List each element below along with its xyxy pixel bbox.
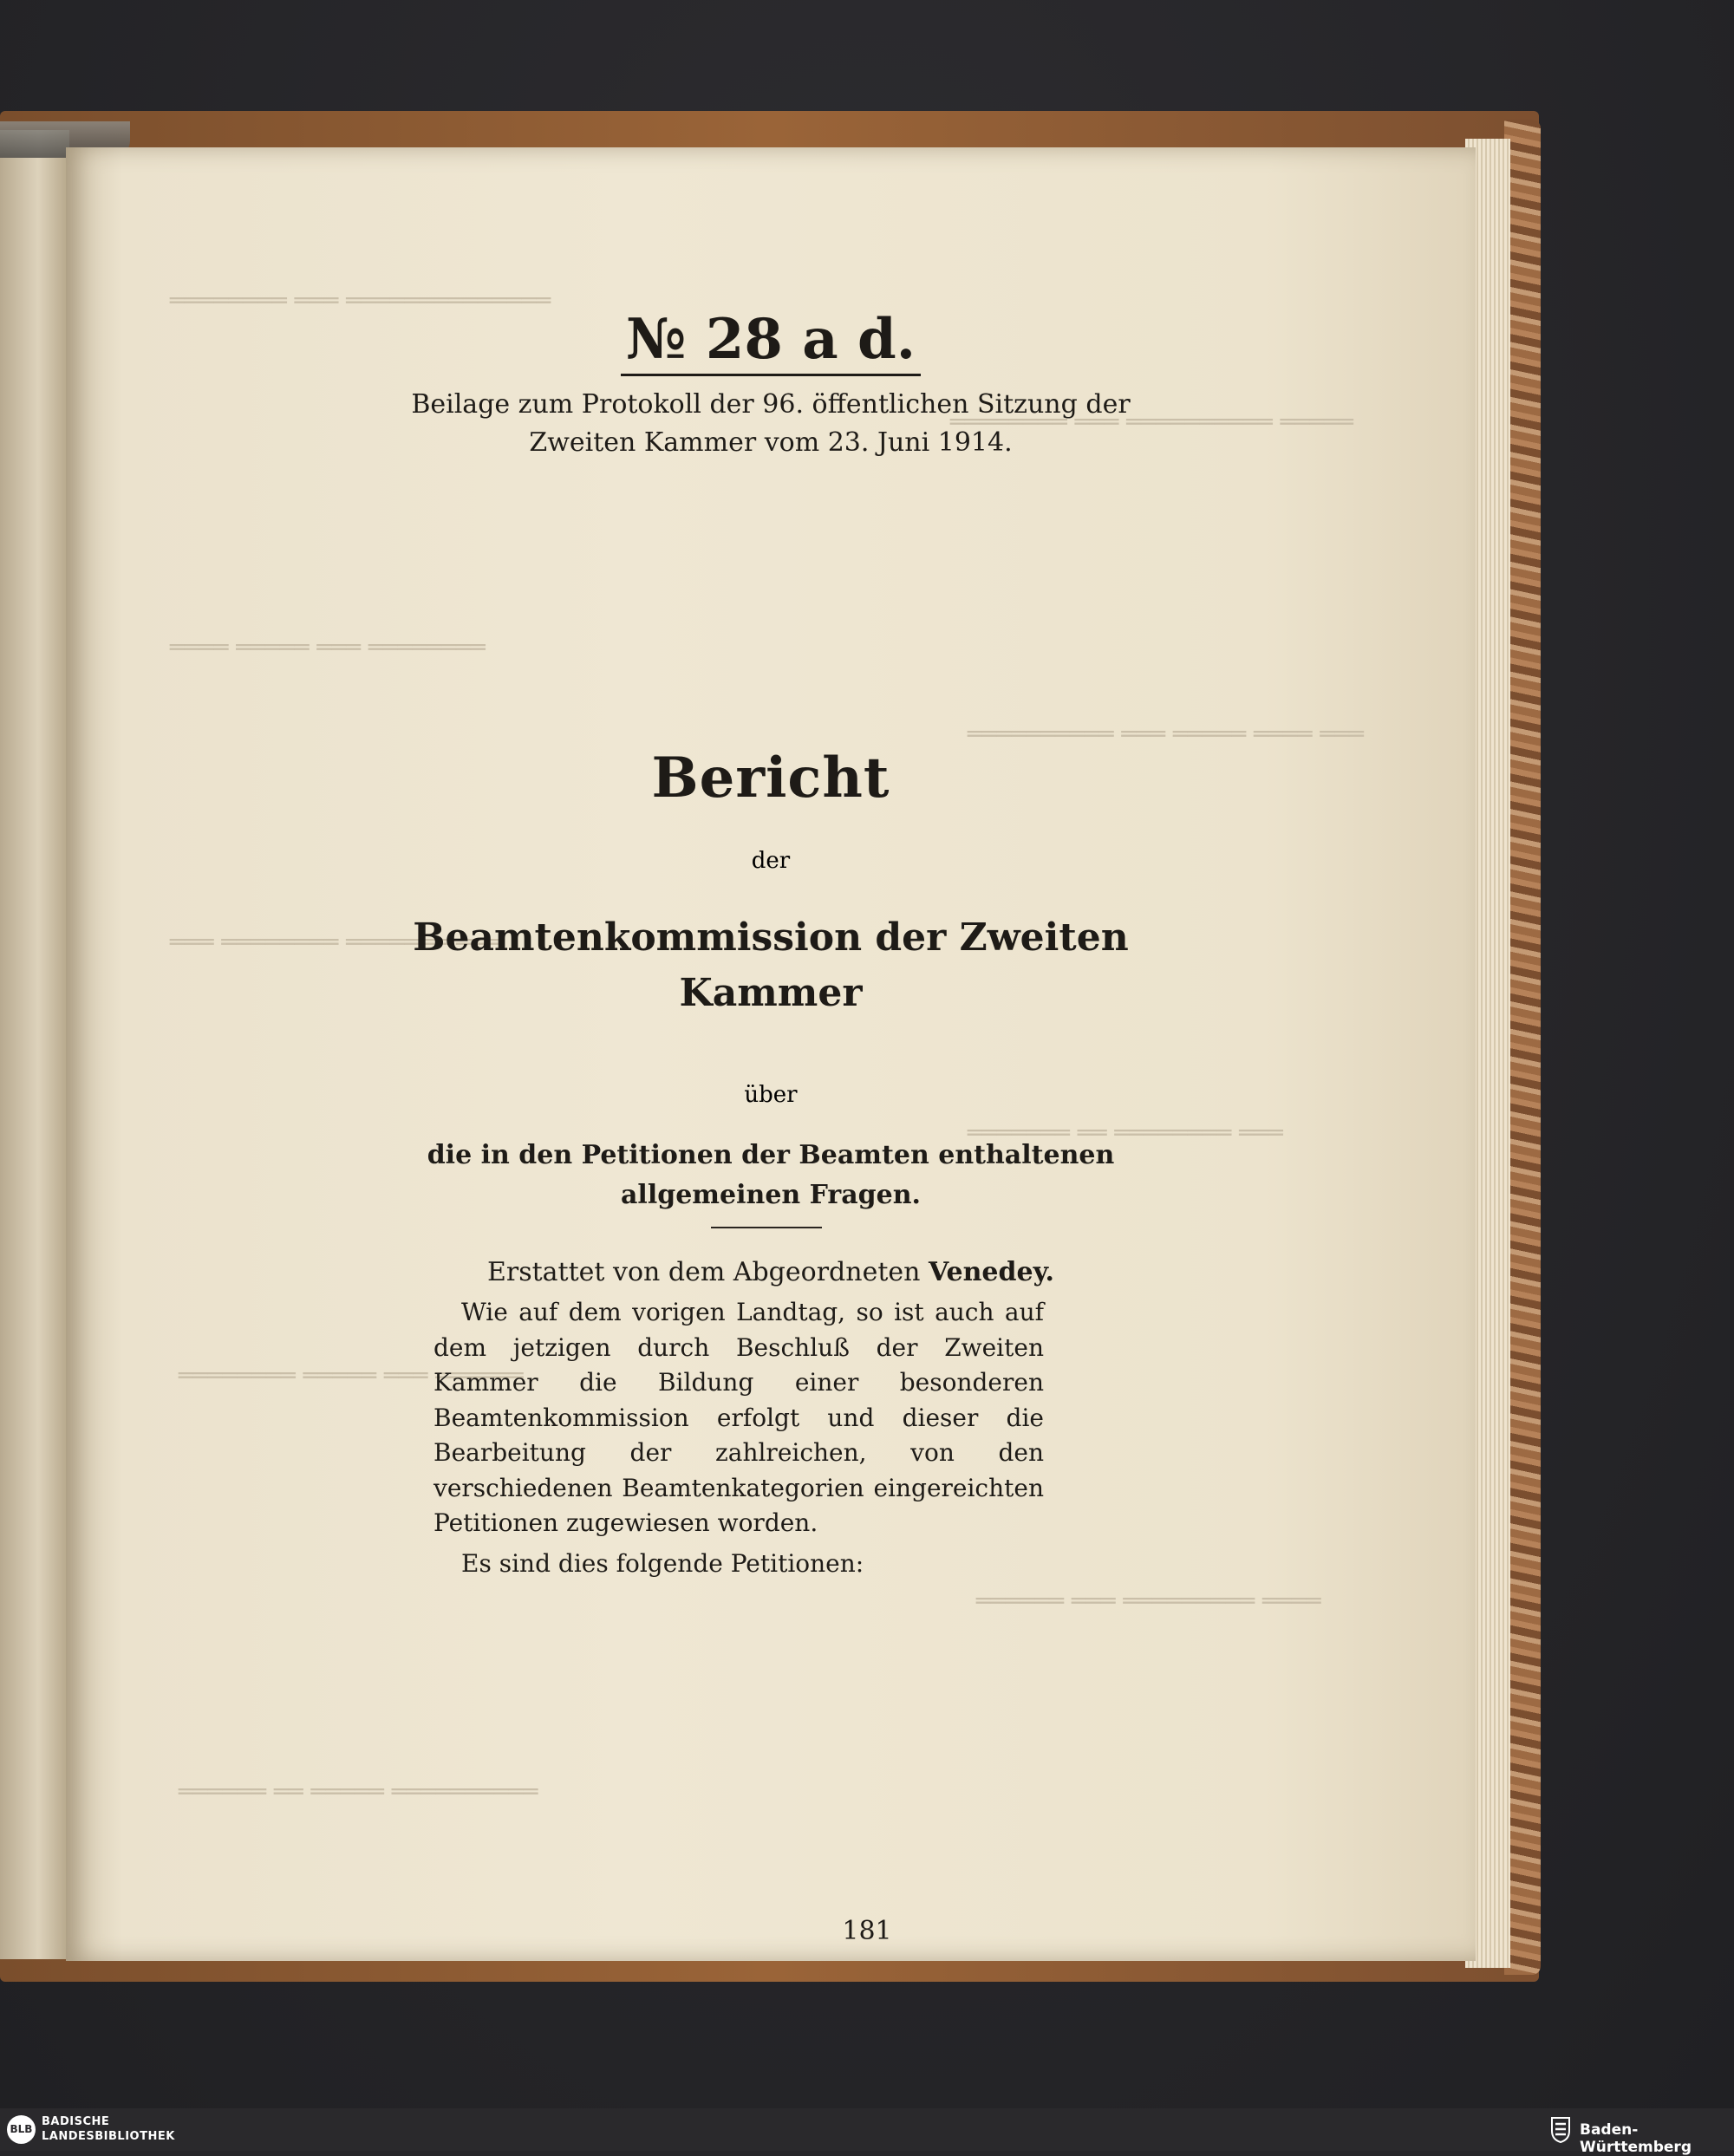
page-number: 181 xyxy=(842,1916,892,1946)
left-page-edge xyxy=(0,130,69,1959)
topic-line-2: allgemeinen Fragen. xyxy=(620,1180,921,1210)
topic-line-1: die in den Petitionen der Beamten enthaltenen xyxy=(427,1140,1115,1170)
library-name xyxy=(42,2114,175,2144)
document-page: ════════ ═══ ══════════════ ════════ ═══ ══════════ ═════ ════ ═════ ═══ ════════ ══════════ ═══ ═════ ════ ═══ ═══ ════════ ═══════ ═══ ═══════ ══ ════════ ═══ ════════ ═════ ═══ ══════ ══════ ═══ ═════════ ════ ══════ ══ ═════ ══════════ № 28 a d. Beilage zum Protokoll der 96. öffentlichen Sitzung der Zweiten Kammer vom 23. Juni 1914. Bericht der Beamtenkommission der Zweiten Kammer über die in den Petitionen der Beamten enthaltenen allgemeinen Fragen. Erstattet von dem Abgeordneten Venedey. xyxy=(66,147,1476,1961)
beilage-heading xyxy=(66,386,1476,462)
commission-heading xyxy=(66,910,1476,1021)
document-number xyxy=(66,307,1476,376)
document-number-text: № 28 a d. xyxy=(621,307,921,376)
beilage-line-1: Beilage zum Protokoll der 96. öffentlichen Sitzung der xyxy=(411,389,1131,420)
preposition-ueber: über xyxy=(744,1082,798,1108)
author-prefix: Erstattet von dem Abgeordneten xyxy=(486,1257,921,1287)
commission-line-1: Beamtenkommission der Zweiten xyxy=(413,915,1129,960)
author-name: Venedey. xyxy=(929,1257,1055,1287)
blb-logo[interactable]: BLB xyxy=(7,2115,36,2144)
separator-rule xyxy=(711,1227,822,1228)
state-name: Baden-Württemberg xyxy=(1580,2121,1692,2156)
footer-bar xyxy=(0,2108,1734,2156)
commission-line-2: Kammer xyxy=(679,971,863,1015)
coat-of-arms-icon xyxy=(1548,2115,1573,2144)
library-name-line-2: LANDESBIBLIOTHEK xyxy=(42,2130,175,2143)
beilage-line-2: Zweiten Kammer vom 23. Juni 1914. xyxy=(529,427,1013,458)
article-der: der xyxy=(751,848,791,874)
report-title: Bericht xyxy=(651,746,890,811)
library-name-line-1: BADISCHE xyxy=(42,2115,110,2128)
paragraph-1: Wie auf dem vorigen Landtag, so ist auch auf dem jetzigen durch Beschluß der Zweiten Kammer die Bildung einer besonderen Beamtenkommission erfolgt und dieser die Bearbeitung der zahlreichen, von den verschiedenen Beamtenkategorien eingereichten Petitionen zugewiesen worden. xyxy=(434,1298,1044,1537)
paragraph-2: Es sind dies folgende Petitionen: xyxy=(461,1548,864,1578)
author-line xyxy=(66,1257,1476,1287)
topic-heading xyxy=(66,1136,1476,1215)
body-text xyxy=(434,1295,1044,1581)
